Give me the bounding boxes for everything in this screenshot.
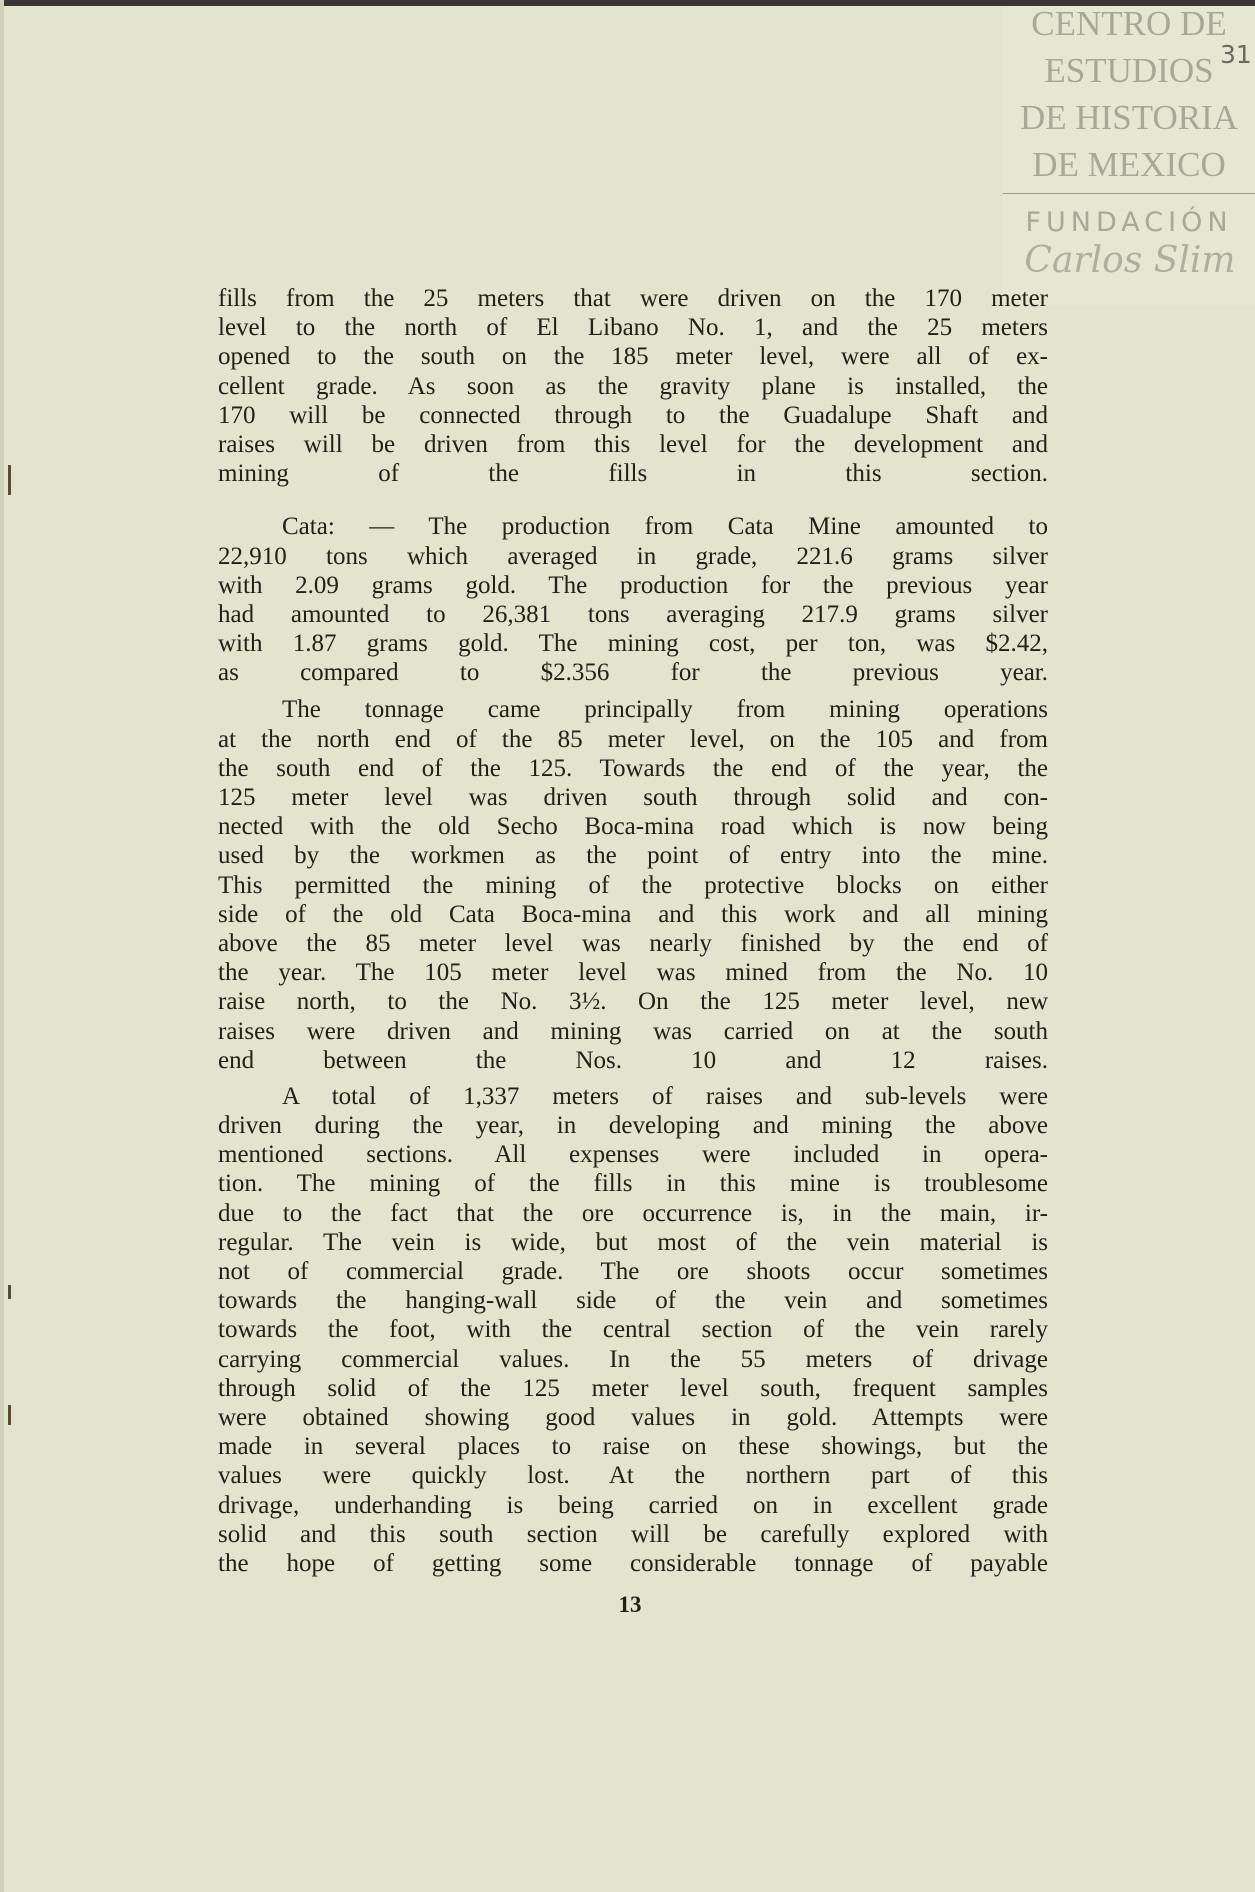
text-line: regular. The vein is wide, but most of the vein material is	[218, 1228, 1048, 1256]
text-line: raises will be driven from this level for the development and	[218, 430, 1048, 458]
text-line: not of commercial grade. The ore shoots occur sometimes	[218, 1258, 1048, 1285]
text-line: 125 meter level was driven south through solid and con-	[218, 784, 1048, 811]
text-line: were obtained showing good values in gold. Attempts were	[218, 1403, 1048, 1431]
watermark-foundation: FUNDACIÓN	[1025, 207, 1233, 238]
watermark-line: DE HISTORIA	[1019, 98, 1239, 137]
text-line: This permitted the mining of the protective blocks on either	[218, 871, 1048, 899]
text-line: through solid of the 125 meter level south, frequent samples	[218, 1374, 1048, 1402]
page-number: 13	[618, 1592, 642, 1617]
text-line: nected with the old Secho Boca-mina road which is now being	[218, 813, 1048, 841]
watermark-line: CENTRO DE	[1031, 4, 1227, 43]
text-line: due to the fact that the ore occurrence is, in the main, ir-	[218, 1199, 1048, 1227]
paragraph	[218, 284, 1048, 488]
text-line: mining of the fills in this section.	[218, 460, 1048, 488]
page-left-edge	[0, 0, 4, 1892]
text-line: mentioned sections. All expenses were included in opera-	[218, 1141, 1048, 1169]
text-line: used by the workmen as the point of entry into the mine.	[218, 842, 1048, 870]
text-line: made in several places to raise on these showings, but the	[218, 1433, 1048, 1461]
watermark-signature: Carlos Slim	[1024, 240, 1236, 281]
text-line: level to the north of El Libano No. 1, and the 25 meters	[218, 314, 1048, 342]
text-line: the south end of the 125. Towards the end of the year, the	[218, 754, 1048, 782]
text-line: 22,910 tons which averaged in grade, 221.6 grams silver	[218, 542, 1048, 570]
text-line: drivage, underhanding is being carried on in excellent grade	[218, 1491, 1048, 1519]
text-line: with 1.87 grams gold. The mining cost, per ton, was $2.42,	[218, 630, 1048, 658]
text-line: Cata: — The production from Cata Mine amounted to	[282, 513, 1048, 541]
text-line: at the north end of the 85 meter level, on the 105 and from	[218, 725, 1048, 753]
text-line: raises were driven and mining was carried on at the south	[218, 1017, 1048, 1045]
text-line: 170 will be connected through to the Guadalupe Shaft and	[218, 401, 1048, 429]
text-line: with 2.09 grams gold. The production for the previous year	[218, 571, 1048, 599]
text-line: the year. The 105 meter level was mined from the No. 10	[218, 959, 1048, 987]
margin-mark	[8, 465, 11, 495]
pencil-page-number: 31	[1220, 40, 1252, 69]
text-line: towards the foot, with the central section of the vein rarely	[218, 1316, 1048, 1344]
text-line: towards the hanging-wall side of the vein and sometimes	[218, 1287, 1048, 1315]
text-line: as compared to $2.356 for the previous year.	[218, 659, 1048, 687]
paragraph	[218, 1082, 1048, 1578]
text-line: carrying commercial values. In the 55 meters of drivage	[218, 1345, 1048, 1373]
text-line: values were quickly lost. At the northern part of this	[218, 1462, 1048, 1490]
text-line: end between the Nos. 10 and 12 raises.	[218, 1046, 1048, 1074]
text-line: had amounted to 26,381 tons averaging 217.9 grams silver	[218, 600, 1048, 628]
margin-mark	[8, 1285, 11, 1299]
body-text	[218, 284, 1048, 1578]
text-line: driven during the year, in developing and mining the above	[218, 1112, 1048, 1140]
text-line: The tonnage came principally from mining operations	[282, 696, 1048, 724]
text-line: side of the old Cata Boca-mina and this work and all mining	[218, 900, 1048, 928]
text-line: opened to the south on the 185 meter level, were all of ex-	[218, 343, 1048, 371]
text-line: raise north, to the No. 3½. On the 125 meter level, new	[218, 988, 1048, 1016]
paragraph	[218, 695, 1048, 1074]
paragraph	[218, 512, 1048, 687]
watermark-line: DE MEXICO	[1032, 145, 1226, 184]
text-line: solid and this south section will be carefully explored with	[218, 1520, 1048, 1548]
text-line: fills from the 25 meters that were driven on the 170 meter	[218, 285, 1048, 312]
text-line: A total of 1,337 meters of raises and sub-levels were	[282, 1082, 1048, 1110]
margin-mark	[8, 1405, 11, 1425]
watermark-line: ESTUDIOS	[1044, 51, 1214, 90]
text-line: the hope of getting some considerable tonnage of payable	[218, 1549, 1048, 1577]
text-line: above the 85 meter level was nearly finished by the end of	[218, 929, 1048, 957]
text-line: tion. The mining of the fills in this mine is troublesome	[218, 1170, 1048, 1198]
text-line: cellent grade. As soon as the gravity plane is installed, the	[218, 372, 1048, 400]
watermark-divider	[1003, 193, 1255, 194]
